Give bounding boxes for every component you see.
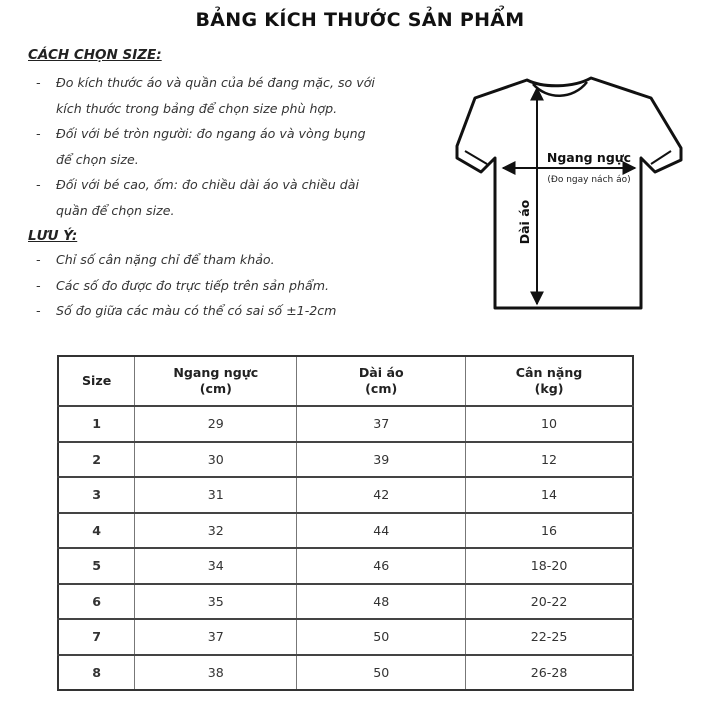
list-item-line: Đối với bé tròn người: đo ngang áo và vòng bụng bbox=[56, 126, 366, 141]
cell-weight: 20-22 bbox=[466, 584, 633, 620]
list-item: - Số đo giữa các màu có thể có sai số ±1-2cm bbox=[30, 298, 430, 324]
table-header-row bbox=[58, 356, 633, 406]
cell-weight: 22-25 bbox=[466, 619, 633, 655]
cell-length: 48 bbox=[297, 584, 466, 620]
cell-weight: 10 bbox=[466, 406, 633, 442]
list-item-line: quần để chọn size. bbox=[56, 202, 175, 218]
cell-weight: 14 bbox=[466, 477, 633, 513]
chest-note: (Đo ngay nách áo) bbox=[547, 175, 631, 185]
cell-chest: 34 bbox=[135, 548, 297, 584]
table-row bbox=[58, 513, 633, 549]
cell-length: 50 bbox=[297, 655, 466, 691]
how-to-choose-list bbox=[30, 70, 430, 223]
cell-chest: 32 bbox=[135, 513, 297, 549]
cell-chest: 31 bbox=[135, 477, 297, 513]
list-item-line: Đối với bé cao, ốm: đo chiều dài áo và chiều dài bbox=[56, 177, 359, 192]
tshirt-outline bbox=[457, 78, 681, 308]
notes-heading: LƯU Ý: bbox=[28, 228, 78, 244]
cell-weight: 26-28 bbox=[466, 655, 633, 691]
tshirt-diagram bbox=[455, 60, 695, 320]
cell-length: 46 bbox=[297, 548, 466, 584]
cell-size: 1 bbox=[58, 406, 135, 442]
cell-weight: 16 bbox=[466, 513, 633, 549]
cell-chest: 35 bbox=[135, 584, 297, 620]
column-header-length: Dài áo (cm) bbox=[297, 356, 466, 406]
list-item-line: để chọn size. bbox=[56, 151, 139, 167]
list-item bbox=[30, 121, 430, 172]
list-item-line: kích thước trong bảng để chọn size phù hợp. bbox=[56, 100, 338, 116]
page-title: BẢNG KÍCH THƯỚC SẢN PHẨM bbox=[195, 9, 525, 31]
cell-size: 6 bbox=[58, 584, 135, 620]
table-row bbox=[58, 548, 633, 584]
notes-list bbox=[30, 247, 430, 324]
chest-label: Ngang ngực bbox=[546, 150, 632, 165]
list-item bbox=[30, 172, 430, 223]
cell-size: 4 bbox=[58, 513, 135, 549]
how-to-choose-heading: CÁCH CHỌN SIZE: bbox=[28, 47, 162, 63]
cell-weight: 12 bbox=[466, 442, 633, 478]
cell-size: 3 bbox=[58, 477, 135, 513]
column-header-weight: Cân nặng (kg) bbox=[466, 356, 633, 406]
list-item: - Chỉ số cân nặng chỉ để tham khảo. bbox=[30, 247, 430, 273]
list-item: - Các số đo được đo trực tiếp trên sản phẩm. bbox=[30, 273, 430, 299]
table-row bbox=[58, 477, 633, 513]
table-row bbox=[58, 619, 633, 655]
column-header-chest: Ngang ngực (cm) bbox=[135, 356, 297, 406]
cell-length: 44 bbox=[297, 513, 466, 549]
cell-chest: 38 bbox=[135, 655, 297, 691]
table-row bbox=[58, 584, 633, 620]
table-row bbox=[58, 406, 633, 442]
length-label: Dài áo bbox=[517, 199, 532, 245]
table-row bbox=[58, 655, 633, 691]
cell-size: 8 bbox=[58, 655, 135, 691]
cell-size: 2 bbox=[58, 442, 135, 478]
cell-chest: 37 bbox=[135, 619, 297, 655]
cell-chest: 29 bbox=[135, 406, 297, 442]
cell-length: 39 bbox=[297, 442, 466, 478]
cell-weight: 18-20 bbox=[466, 548, 633, 584]
cell-length: 42 bbox=[297, 477, 466, 513]
cell-size: 5 bbox=[58, 548, 135, 584]
cell-length: 50 bbox=[297, 619, 466, 655]
size-table bbox=[57, 355, 634, 691]
list-item-line: Đo kích thước áo và quần của bé đang mặc, so với bbox=[56, 75, 375, 90]
column-header-size: Size bbox=[58, 356, 135, 406]
cell-length: 37 bbox=[297, 406, 466, 442]
list-item bbox=[30, 70, 430, 121]
cell-chest: 30 bbox=[135, 442, 297, 478]
table-row bbox=[58, 442, 633, 478]
cell-size: 7 bbox=[58, 619, 135, 655]
